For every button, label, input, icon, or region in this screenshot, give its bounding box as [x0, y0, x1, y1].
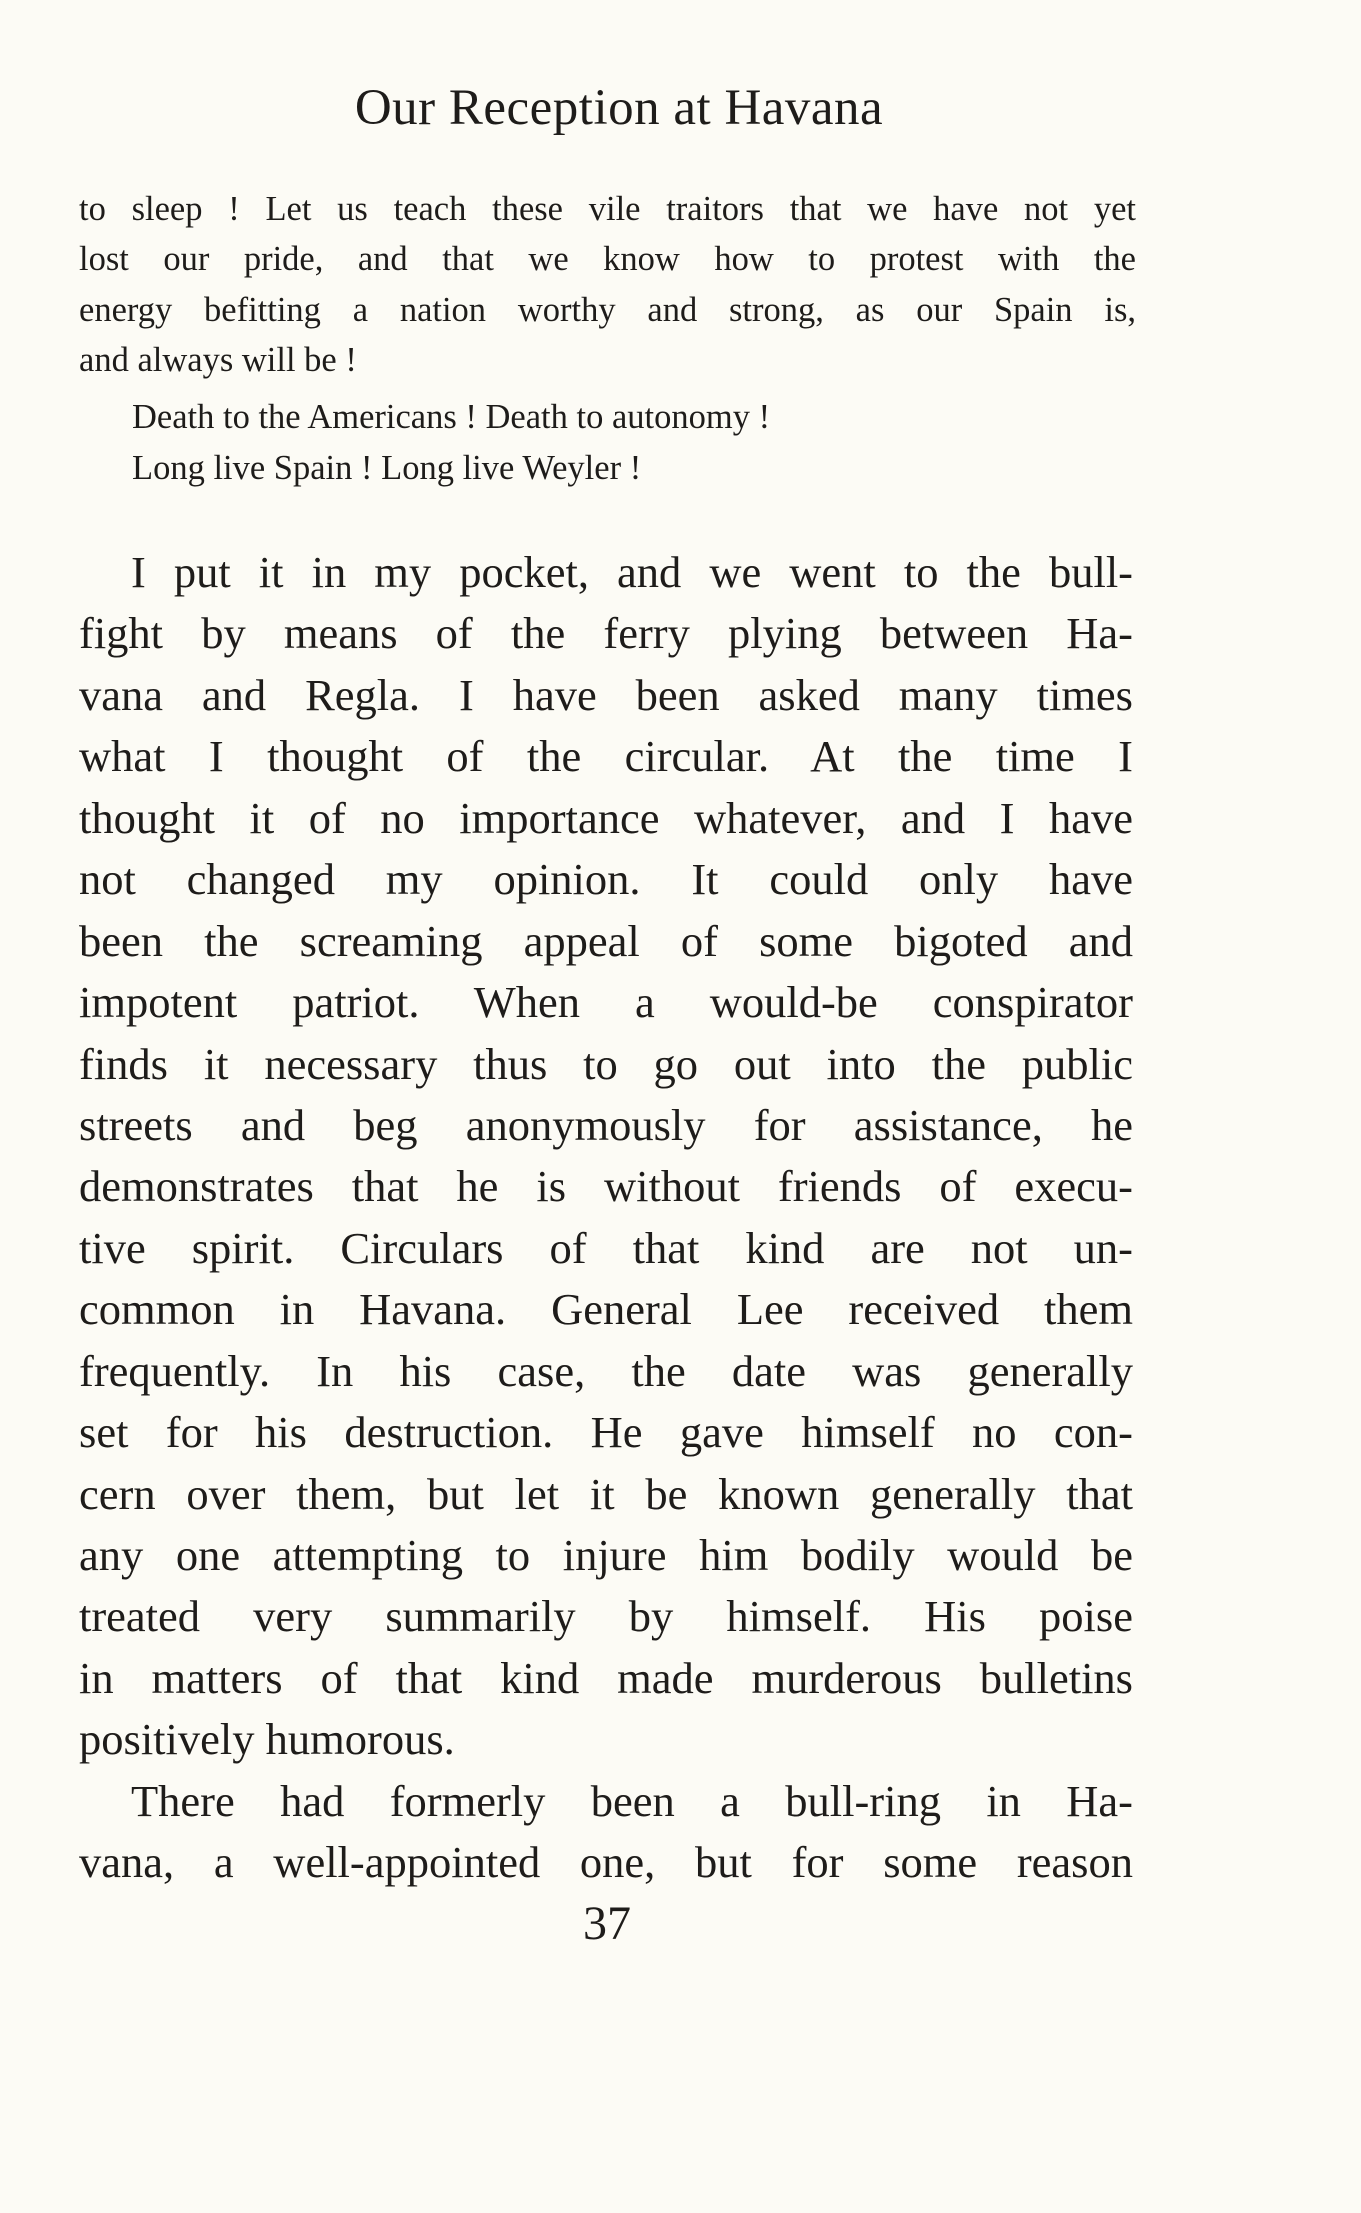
running-head: Our Reception at Havana — [354, 80, 884, 136]
circular-slogans — [132, 392, 1132, 493]
text-line: been the screaming appeal of some bigoted and — [79, 915, 1133, 966]
text-line: finds it necessary thus to go out into the public — [79, 1038, 1133, 1089]
text-line: vana and Regla. I have been asked many times — [79, 669, 1133, 720]
quote-line: and always will be ! — [79, 340, 357, 379]
quote-line: to sleep ! Let us teach these vile traitors that we have not yet — [79, 190, 1136, 228]
text-line: any one attempting to injure him bodily would be — [79, 1530, 1133, 1580]
text-line: positively humorous. — [79, 1714, 455, 1765]
text-line: fight by means of the ferry plying between Ha- — [79, 608, 1133, 659]
text-line: There had formerly been a bull-ring in Ha- — [131, 1775, 1133, 1826]
slogan-line: Death to the Americans ! Death to autonomy ! — [132, 398, 771, 436]
page-number: 37 — [583, 1897, 631, 1950]
text-line: streets and beg anonymously for assistance, he — [79, 1099, 1133, 1150]
quote-line: energy befitting a nation worthy and strong, as our Spain is, — [79, 290, 1136, 329]
quoted-circular — [79, 184, 1136, 385]
text-line: cern over them, but let it be known generally that — [79, 1468, 1133, 1519]
text-line: common in Havana. General Lee received them — [79, 1284, 1133, 1335]
text-line: demonstrates that he is without friends of execu- — [79, 1161, 1133, 1212]
text-line: impotent patriot. When a would-be conspirator — [79, 977, 1133, 1028]
text-line: thought it of no importance whatever, and I have — [79, 792, 1133, 843]
text-line: vana, a well-appointed one, but for some reason — [79, 1837, 1133, 1888]
text-line: in matters of that kind made murderous bulletins — [79, 1652, 1133, 1703]
text-line: what I thought of the circular. At the time I — [79, 731, 1133, 782]
slogan-line: Long live Spain ! Long live Weyler ! — [132, 448, 642, 487]
text-line: I put it in my pocket, and we went to the bull- — [131, 547, 1133, 597]
text-line: set for his destruction. He gave himself no con- — [79, 1407, 1133, 1458]
text-line: treated very summarily by himself. His poise — [79, 1591, 1133, 1642]
text-line: not changed my opinion. It could only have — [79, 854, 1133, 905]
quote-line: lost our pride, and that we know how to protest with the — [79, 240, 1136, 279]
text-line: tive spirit. Circulars of that kind are not un- — [79, 1222, 1133, 1273]
body-text — [79, 542, 1133, 1894]
text-line: frequently. In his case, the date was generally — [79, 1345, 1133, 1396]
